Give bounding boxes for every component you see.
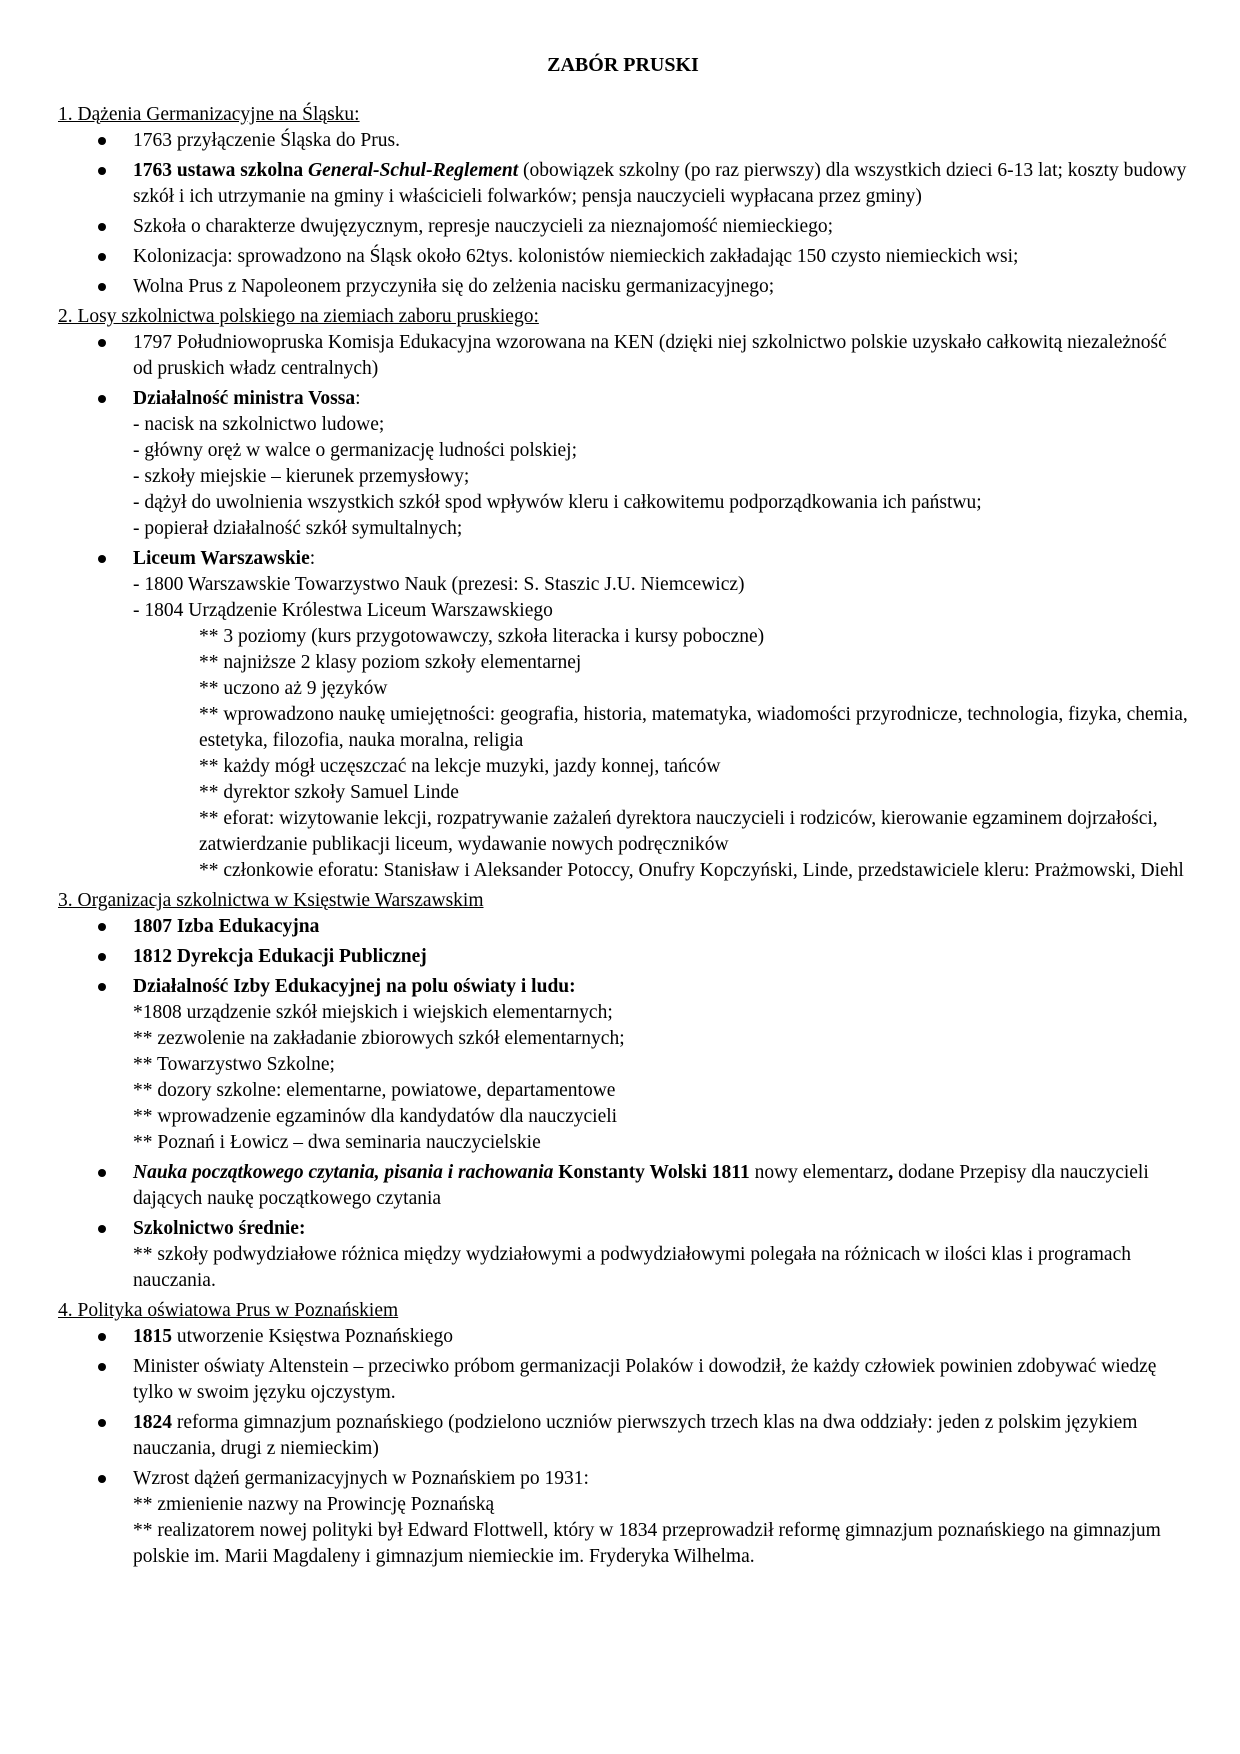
list-item <box>58 1354 1188 1406</box>
sub-line: ** szkoły podwydziałowe różnica między wydziałowymi a podwydziałowymi polegała na różnicach w ilości klas i programach nauczania. <box>133 1244 1131 1291</box>
list-item-text: Wzrost dążeń germanizacyjnych w Poznańskiem po 1931: <box>133 1468 589 1489</box>
section-3-heading: 3. Organizacja szkolnictwa w Księstwie Warszawskim <box>58 890 484 911</box>
section-3-list <box>58 914 1188 1294</box>
bold-text: Działalność ministra Vossa <box>133 388 356 409</box>
section-2-list <box>58 330 1188 884</box>
list-item <box>58 244 1188 270</box>
sub-line: ** zezwolenie na zakładanie zbiorowych szkół elementarnych; <box>133 1028 625 1049</box>
liceum-details <box>133 624 1188 884</box>
document-page <box>58 52 1188 1574</box>
section-4-list <box>58 1324 1188 1570</box>
sub-line: ** realizatorem nowej polityki był Edward Flottwell, który w 1834 przeprowadził reformę gimnazjum poznańskiego na gimnazjum polskie im. Marii Magdaleny i gimnazjum niemieckie im. Fryderyka Wilhelma. <box>133 1520 1161 1567</box>
list-item <box>58 1410 1188 1462</box>
bold-text: Szkolnictwo średnie: <box>133 1218 306 1239</box>
colon: : <box>355 388 361 409</box>
list-item-text: Minister oświaty Altenstein – przeciwko próbom germanizacji Polaków i dowodził, że każdy człowiek powinien zdobywać wiedzę tylko w swoim języku ojczystym. <box>133 1356 1157 1403</box>
sub-line: ** 3 poziomy (kurs przygotowawczy, szkoła literacka i kursy poboczne) <box>199 626 765 647</box>
document-title: ZABÓR PRUSKI <box>547 54 699 76</box>
list-item-text: Szkoła o charakterze dwujęzycznym, represje nauczycieli za nieznajomość niemieckiego; <box>133 216 834 237</box>
colon: : <box>309 548 316 569</box>
sub-line: ** wprowadzenie egzaminów dla kandydatów dla nauczycieli <box>133 1106 618 1127</box>
sub-line: ** eforat: wizytowanie lekcji, rozpatrywanie zażaleń dyrektora nauczycieli i rodziców, kierowanie egzaminem dojrzałości, zatwierdzanie publikacji liceum, wydawanie nowych podręczników <box>199 808 1158 855</box>
list-item-text: Kolonizacja: sprowadzono na Śląsk około 62tys. kolonistów niemieckich zakładając 150 czysto niemieckich wsi; <box>133 246 1019 267</box>
list-item <box>58 1216 1188 1294</box>
bold-text: 1815 <box>133 1326 172 1347</box>
sub-line: - 1804 Urządzenie Królestwa Liceum Warszawskiego <box>133 600 553 621</box>
sub-line: - dążył do uwolnienia wszystkich szkół spod wpływów kleru i całkowitemu podporządkowania ich państwu; <box>133 492 982 513</box>
list-item-text: (obowiązek szkolny (po raz pierwszy) dla wszystkich dzieci 6-13 lat; koszty budowy szkół i ich utrzymanie na gminy i właścicieli folwarków; pensja nauczycieli wypłacana przez gminy) <box>133 160 1187 207</box>
bold-italic-text: Nauka początkowego czytania, pisania i rachowania <box>133 1162 554 1183</box>
section-1-list <box>58 128 1188 300</box>
sub-line: ** dyrektor szkoły Samuel Linde <box>199 782 459 803</box>
sub-line: ** Poznań i Łowicz – dwa seminaria nauczycielskie <box>133 1132 541 1153</box>
list-item-text: Wolna Prus z Napoleonem przyczyniła się do zelżenia nacisku germanizacyjnego; <box>133 276 775 297</box>
bold-text: Konstanty Wolski 1811 <box>553 1162 750 1183</box>
list-item-text: reforma gimnazjum poznańskiego (podzielono uczniów pierwszych trzech klas na dwa oddziały: jeden z polskim językiem nauczania, drugi z niemieckim) <box>133 1412 1138 1459</box>
bold-text: 1812 Dyrekcja Edukacji Publicznej <box>133 946 427 967</box>
list-item <box>58 914 1188 940</box>
bold-text: Działalność Izby Edukacyjnej na polu oświaty i ludu: <box>133 976 576 997</box>
bold-text: Liceum Warszawskie <box>133 548 310 569</box>
bold-text: 1763 ustawa szkolna <box>133 160 308 181</box>
bold-comma: , <box>888 1162 894 1183</box>
sub-line: ** każdy mógł uczęszczać na lekcje muzyki, jazdy konnej, tańców <box>199 756 721 777</box>
list-item <box>58 214 1188 240</box>
sub-line: - główny oręż w walce o germanizację ludności polskiej; <box>133 440 578 461</box>
list-item <box>58 546 1188 884</box>
sub-line: ** wprowadzono naukę umiejętności: geografia, historia, matematyka, wiadomości przyrodnicze, technologia, fizyka, chemia, estetyka, filozofia, nauka moralna, religia <box>199 704 1188 751</box>
list-item <box>58 158 1188 210</box>
sub-line: - 1800 Warszawskie Towarzystwo Nauk (prezesi: S. Staszic J.U. Niemcewicz) <box>133 574 745 595</box>
list-item <box>58 1324 1188 1350</box>
bold-text: 1824 <box>133 1412 172 1433</box>
sub-line: - nacisk na szkolnictwo ludowe; <box>133 414 385 435</box>
bold-text: 1807 Izba Edukacyjna <box>133 916 320 937</box>
sub-line: ** Towarzystwo Szkolne; <box>133 1054 335 1075</box>
list-item <box>58 274 1188 300</box>
list-item-text: 1797 Południowopruska Komisja Edukacyjna wzorowana na KEN (dzięki niej szkolnictwo polskie uzyskało całkowitą niezależność od pruskich władz centralnych) <box>133 332 1167 379</box>
list-item-text: 1763 przyłączenie Śląska do Prus. <box>133 130 400 151</box>
list-item <box>58 386 1188 542</box>
sub-line: ** najniższe 2 klasy poziom szkoły elementarnej <box>199 652 582 673</box>
sub-line: *1808 urządzenie szkół miejskich i wiejskich elementarnych; <box>133 1002 613 1023</box>
list-item <box>58 330 1188 382</box>
sub-line: ** zmienienie nazwy na Prowincję Poznańską <box>133 1494 495 1515</box>
sub-line: ** dozory szkolne: elementarne, powiatowe, departamentowe <box>133 1080 616 1101</box>
list-item-text: nowy elementarz <box>749 1162 889 1183</box>
sub-line: - popierał działalność szkół symultalnych; <box>133 518 463 539</box>
section-1-heading: 1. Dążenia Germanizacyjne na Śląsku: <box>58 104 360 125</box>
list-item <box>58 974 1188 1156</box>
sub-line: ** członkowie eforatu: Stanisław i Aleksander Potoccy, Onufry Kopczyński, Linde, przedstawiciele kleru: Prażmowski, Diehl <box>199 860 1184 881</box>
bold-italic-text: General-Schul-Reglement <box>308 160 519 181</box>
sub-line: ** uczono aż 9 języków <box>199 678 388 699</box>
section-4-heading: 4. Polityka oświatowa Prus w Poznańskiem <box>58 1300 399 1321</box>
list-item-text: utworzenie Księstwa Poznańskiego <box>172 1326 454 1347</box>
list-item <box>58 1160 1188 1212</box>
sub-line: - szkoły miejskie – kierunek przemysłowy; <box>133 466 470 487</box>
list-item-text: dodane Przepisy dla nauczycieli dających naukę początkowego czytania <box>133 1162 1149 1209</box>
list-item <box>58 128 1188 154</box>
list-item <box>58 1466 1188 1570</box>
list-item <box>58 944 1188 970</box>
section-2-heading: 2. Losy szkolnictwa polskiego na ziemiach zaboru pruskiego: <box>58 306 539 327</box>
